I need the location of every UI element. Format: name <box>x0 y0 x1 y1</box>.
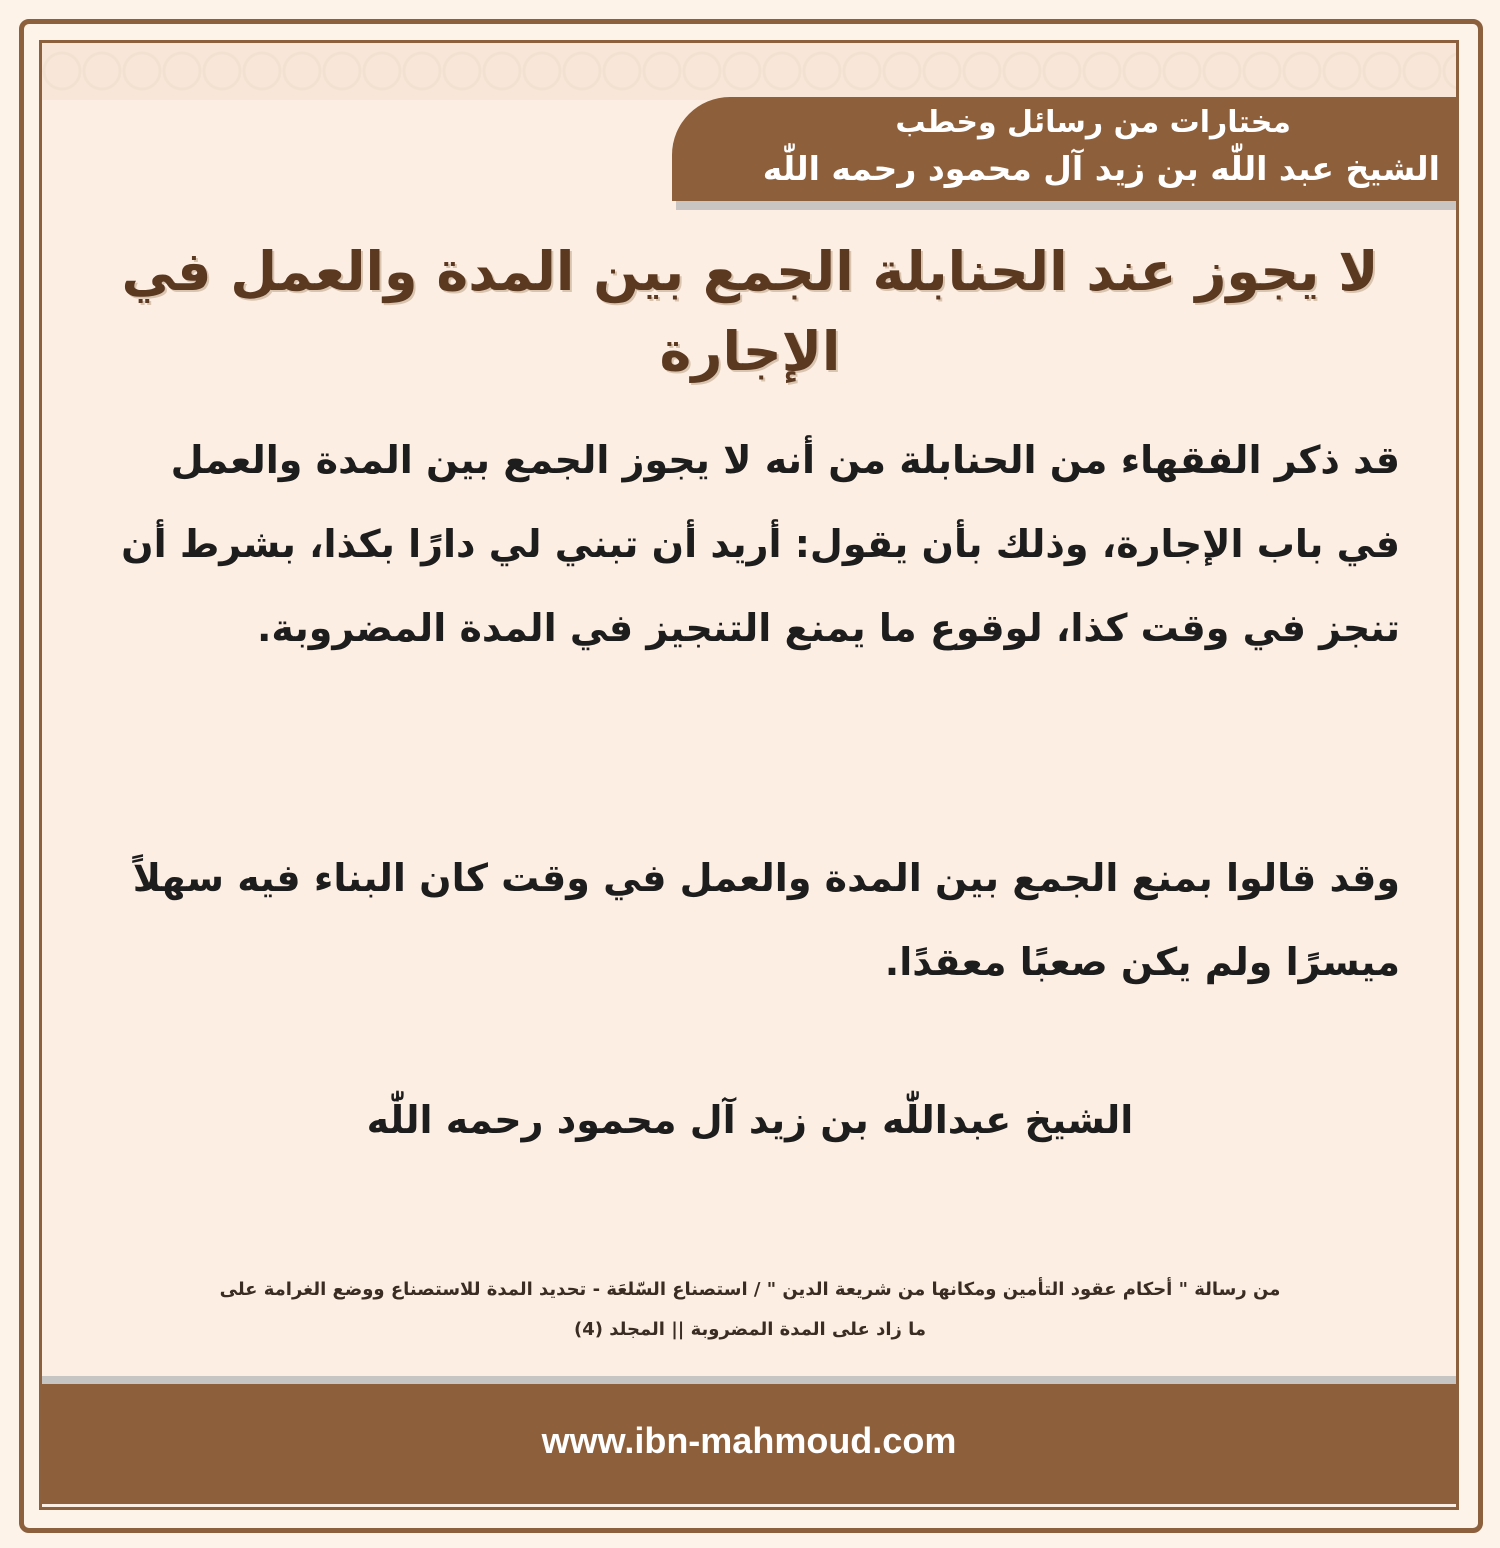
decorative-pattern-band <box>42 43 1456 100</box>
header-author-name: الشيخ عبد اللّٰه بن زيد آل محمود رحمه اللّٰه <box>762 149 1440 188</box>
header-series-title: مختارات من رسائل وخطب <box>895 105 1291 140</box>
body-paragraph-2: وقد قالوا بمنع الجمع بين المدة والعمل في وقت كان البناء فيه سهلاً ميسرًا ولم يكن صعبًا معقدًا. <box>132 856 1400 984</box>
source-citation-line-1: من رسالة " أحكام عقود التأمين ومكانها من شريعة الدين " / استصناع السّلعَة - تحديد المدة للاستصناع ووضع الغرامة على <box>219 1279 1281 1300</box>
header-banner <box>672 97 1456 201</box>
source-citation-line-2: ما زاد على المدة المضروبة || المجلد (4) <box>573 1319 927 1340</box>
source-citation <box>100 1270 1400 1350</box>
author-signature: الشيخ عبداللّٰه بن زيد آل محمود رحمه اللّٰه <box>366 1098 1134 1142</box>
body-paragraph-1: قد ذكر الفقهاء من الحنابلة من أنه لا يجوز الجمع بين المدة والعمل في باب الإجارة، وذلك بأن يقول: أريد أن تبني لي دارًا بكذا، بشرط أن تنجز في وقت كذا، لوقوع ما يمنع التنجيز في المدة المضروبة. <box>121 438 1400 650</box>
website-url[interactable]: www.ibn-mahmoud.com <box>541 1420 957 1461</box>
page-title: لا يجوز عند الحنابلة الجمع بين المدة والعمل في الإجارة <box>121 240 1379 383</box>
